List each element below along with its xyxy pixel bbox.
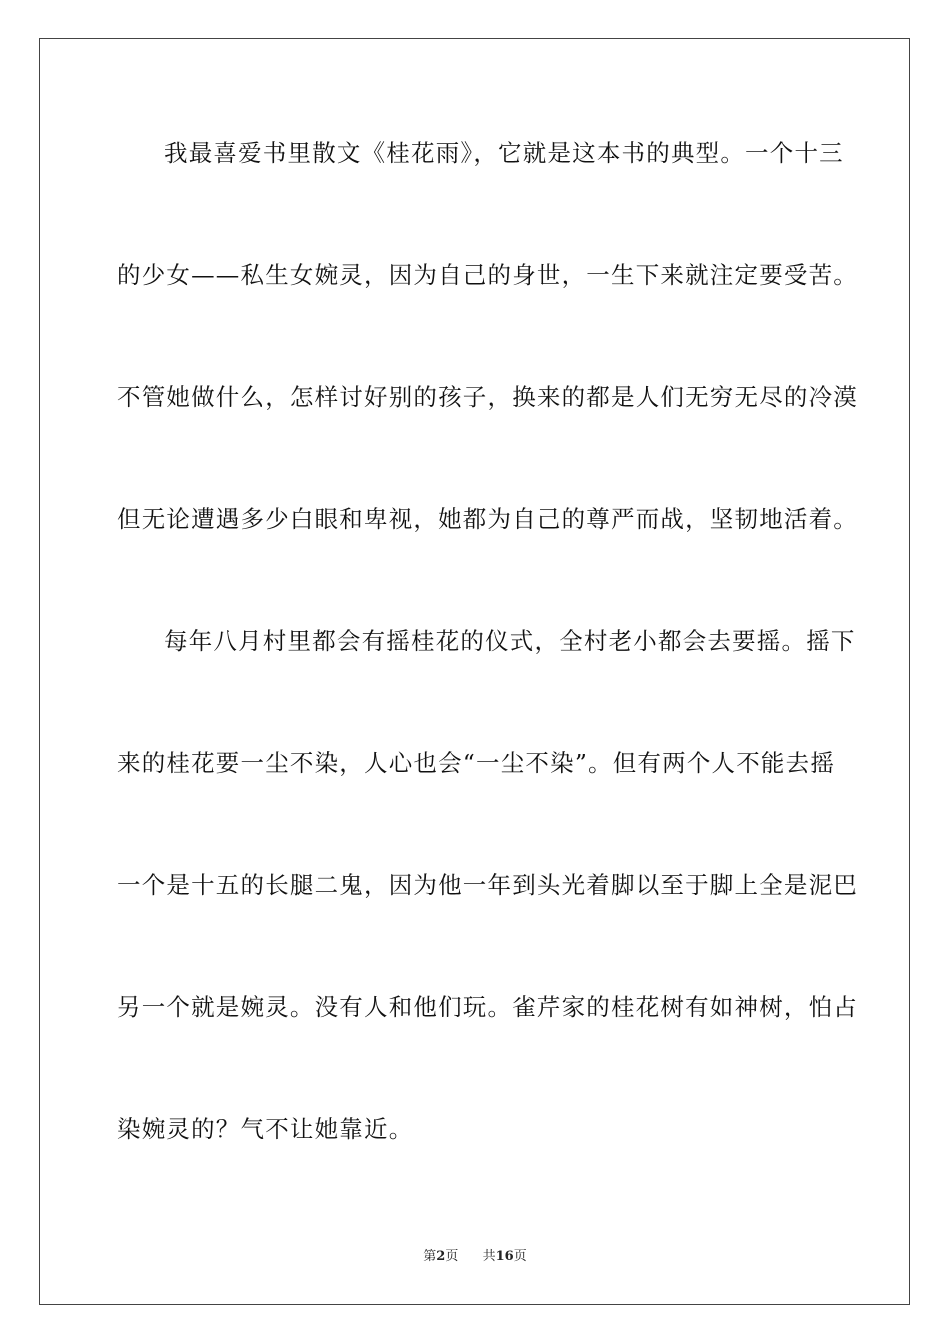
page-footer [0, 1248, 950, 1266]
paragraph-1-line-3: 不管她做什么，怎样讨好别的孩子，换来的都是人们无穷无尽的冷漠 [117, 383, 858, 411]
current-page-number: 2 [436, 1249, 446, 1264]
paragraph-2-line-5: 染婉灵的？气不让她靠近。 [117, 1115, 414, 1143]
paragraph-2-line-1: 每年八月村里都会有摇桂花的仪式，全村老小都会去要摇。摇下 [164, 627, 856, 655]
paragraph-1-line-1: 我最喜爱书里散文《桂花雨》，它就是这本书的典型。一个十三 [164, 139, 844, 167]
page-number-label: 第2页 [423, 1249, 459, 1264]
total-pages-label: 共16页 [482, 1249, 527, 1264]
paragraph-2-line-2: 来的桂花要一尘不染，人心也会“一尘不染”。但有两个人不能去摇 [117, 749, 836, 777]
paragraph-2-line-4: 另一个就是婉灵。没有人和他们玩。雀芹家的桂花树有如神树，怕占 [117, 993, 858, 1021]
paragraph-1-line-4: 但无论遭遇多少白眼和卑视，她都为自己的尊严而战，坚韧地活着。 [117, 505, 858, 533]
paragraph-1-line-2: 的少女——私生女婉灵，因为自己的身世，一生下来就注定要受苦。 [117, 261, 858, 289]
paragraph-2-line-3: 一个是十五的长腿二鬼，因为他一年到头光着脚以至于脚上全是泥巴 [117, 871, 858, 899]
total-page-count: 16 [495, 1249, 514, 1264]
